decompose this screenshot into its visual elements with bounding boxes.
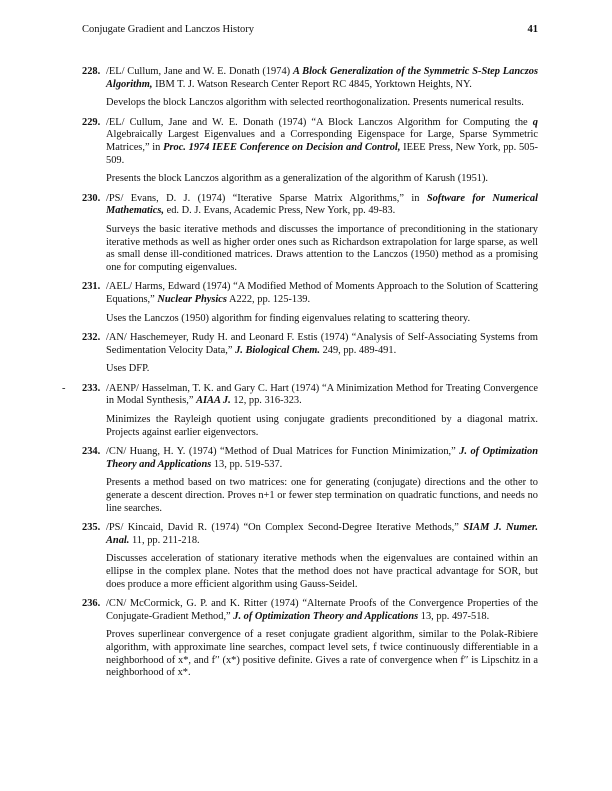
citation-text: /PS/ Evans, D. J. (1974) “Iterative Sparse Matrix Algorithms,” in xyxy=(106,192,427,204)
entry-citation xyxy=(106,66,538,91)
margin-mark: - xyxy=(62,382,66,394)
citation-source: SIAM J. Numer. Anal. xyxy=(106,522,539,546)
entry-number: 232. xyxy=(82,332,101,344)
bibliography-entry xyxy=(82,598,538,680)
entry-citation xyxy=(106,117,538,167)
citation-text: 12, pp. 316-323. xyxy=(230,395,302,407)
citation-source: J. of Optimization Theory and Applications xyxy=(106,446,538,470)
bibliography-entry xyxy=(82,332,538,376)
entry-annotation: Discusses acceleration of stationary iterative methods when the eigenvalues are contained within an ellipse in the complex plane. Notes that the method does not have practical advantage for SOR, but does produce a more efficient algorithm using Gauss-Seidel. xyxy=(106,553,538,590)
entry-annotation: Minimizes the Rayleigh quotient using conjugate gradients preconditioned by a diagonal matrix. Projects against earlier eigenvectors. xyxy=(106,414,538,438)
entry-number: 235. xyxy=(82,522,101,534)
citation-source: AIAA J. xyxy=(196,395,231,407)
entry-annotation: Proves superlinear convergence of a reset conjugate gradient algorithm, similar to the Polak-Ribiere algorithm, with approximate line searches, compact level sets, f twice continuously differentiable in a neighborhood of x*, and f′′ (x*) positive definite. Gives a rate of convergence when f′′ is Lipschitz in a neighborhood of x*. xyxy=(106,629,538,679)
citation-source: J. Biological Chem. xyxy=(235,344,320,356)
entry-citation xyxy=(106,522,538,547)
citation-source: J. of Optimization Theory and Applications xyxy=(233,610,419,622)
bibliography-entry xyxy=(62,382,538,439)
bibliography-entry xyxy=(82,446,538,515)
entry-number: 230. xyxy=(82,192,101,204)
bibliography-list xyxy=(62,66,539,687)
bibliography-entry xyxy=(82,66,538,110)
citation-text: A222, pp. 125-139. xyxy=(226,293,311,305)
entry-annotation: Develops the block Lanczos algorithm with selected reorthogonalization. Presents numerical results. xyxy=(106,97,524,109)
citation-text: 249, pp. 489-491. xyxy=(319,344,397,356)
citation-text: /AN/ Haschemeyer, Rudy H. and Leonard F. Estis (1974) “Analysis of Self-Associating Systems from Sedimentation Velocity Data,” xyxy=(106,332,538,356)
citation-text: /CN/ McCormick, G. P. and K. Ritter (1974) “Alternate Proofs of the Convergence Properties of the Conjugate-Gradient Method,” xyxy=(106,598,538,622)
running-header xyxy=(82,24,538,35)
citation-text: /EL/ Cullum, Jane and W. E. Donath (1974) xyxy=(106,66,293,77)
entry-annotation: Uses DFP. xyxy=(106,363,150,375)
citation-text: /AENP/ Hasselman, T. K. and Gary C. Hart (1974) “A Minimization Method for Treating Convergence in Modal Synthesis,” xyxy=(106,382,538,407)
entry-citation xyxy=(106,281,538,306)
entry-annotation: Surveys the basic iterative methods and discusses the importance of preconditioning in the stationary iterative methods as well as higher order ones such as Richardson extrapolation for large sparse, as well as small dense ill-conditioned matrices. Draws attention to the Lanczos (1950) method as a promising one for computing eigenvalues. xyxy=(106,223,538,273)
bibliography-entry xyxy=(82,117,538,186)
entry-citation xyxy=(106,193,538,218)
citation-source: A Block Generalization of the Symmetric S-Step Lanczos Algorithm, xyxy=(106,66,538,90)
entry-annotation: Uses the Lanczos (1950) algorithm for finding eigenvalues relating to scattering theory. xyxy=(106,312,471,324)
citation-text: ed. D. J. Evans, Academic Press, New York, pp. 49-83. xyxy=(164,205,396,217)
entry-citation xyxy=(106,446,538,471)
citation-text: Algebraically Largest Eigenvalues and a Corresponding Eigenspace for Large, Sparse Symmetric Matrices,” in xyxy=(106,129,538,153)
entry-citation xyxy=(106,332,538,357)
entry-number: 236. xyxy=(82,598,101,610)
entry-annotation: Presents a method based on two matrices: one for generating (conjugate) directions and the other to generate a descent direction. Proves n+1 or fewer step termination on quadratic functions, and needs no line searches. xyxy=(106,477,538,514)
citation-text: /EL/ Cullum, Jane and W. E. Donath (1974) “A Block Lanczos Algorithm for Computing the xyxy=(106,116,533,128)
entry-number: 228. xyxy=(82,66,101,77)
entry-number: 233. xyxy=(82,382,101,394)
citation-text: IEEE Press, New York, pp. 505-509. xyxy=(106,141,538,166)
bibliography-entry xyxy=(82,193,538,275)
header-title: Conjugate Gradient and Lanczos History xyxy=(82,24,255,35)
citation-text: /AEL/ Harms, Edward (1974) “A Modified Method of Moments Approach to the Solution of Scattering Equations,” xyxy=(106,281,538,305)
citation-text: 11, pp. 211-218. xyxy=(129,534,200,546)
entry-number: 234. xyxy=(82,446,101,458)
page-number: 41 xyxy=(527,24,538,35)
citation-source: Proc. 1974 IEEE Conference on Decision and Control, xyxy=(163,141,401,153)
citation-source: q xyxy=(532,116,538,128)
entry-citation xyxy=(106,383,538,408)
citation-source: Software for Numerical Mathematics, xyxy=(106,192,538,217)
citation-source: Nuclear Physics xyxy=(157,293,227,305)
bibliography-entry xyxy=(82,522,538,591)
citation-text: 13, pp. 519-537. xyxy=(211,458,283,470)
entry-annotation: Presents the block Lanczos algorithm as a generalization of the algorithm of Karush (1951). xyxy=(106,173,489,185)
citation-text: /CN/ Huang, H. Y. (1974) “Method of Dual Matrices for Function Minimization,” xyxy=(106,446,460,458)
citation-text: 13, pp. 497-518. xyxy=(418,610,490,622)
entry-number: 229. xyxy=(82,116,101,128)
citation-text: IBM T. J. Watson Research Center Report RC 4845, Yorktown Heights, NY. xyxy=(152,78,472,90)
bibliography-entry xyxy=(82,281,538,325)
entry-number: 231. xyxy=(82,281,101,293)
entry-citation xyxy=(106,598,538,623)
citation-text: /PS/ Kincaid, David R. (1974) “On Complex Second-Degree Iterative Methods,” xyxy=(106,522,464,534)
